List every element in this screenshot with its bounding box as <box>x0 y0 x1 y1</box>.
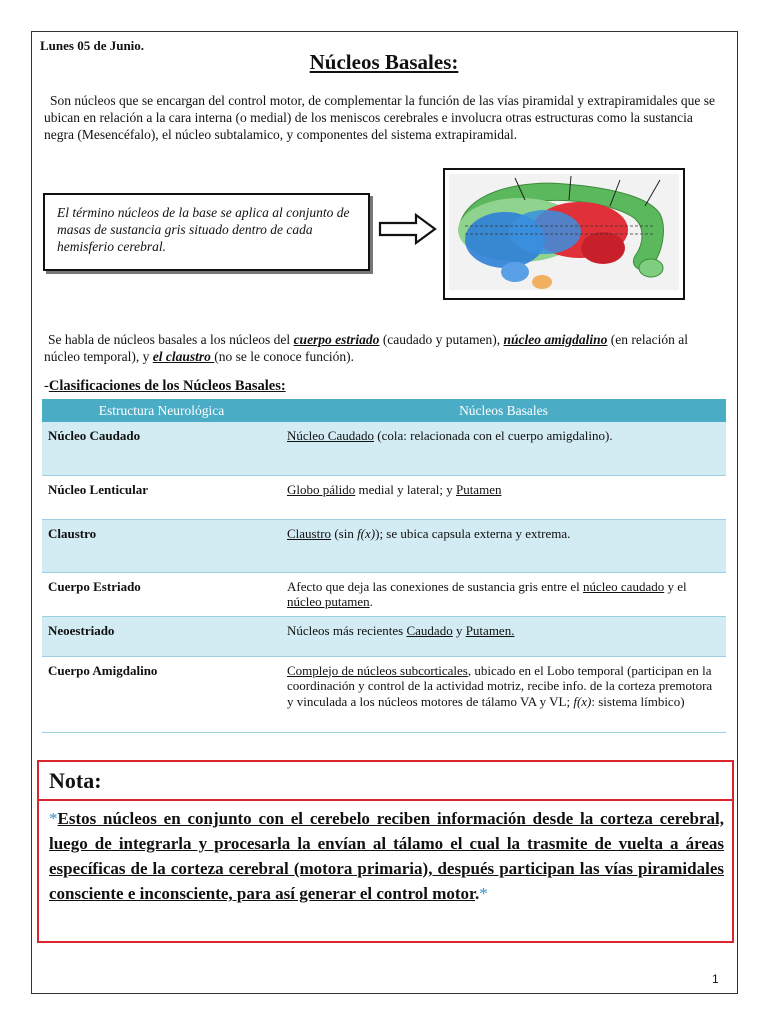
table-row: Claustro Claustro (sin f(x)); se ubica capsula externa y extrema. <box>42 519 726 572</box>
table-row: Neoestriado Núcleos más recientes Caudado y Putamen. <box>42 616 726 656</box>
note-box <box>37 760 734 943</box>
table-row: Cuerpo Estriado Afecto que deja las conexiones de sustancia gris entre el núcleo caudado y el núcleo putamen. <box>42 572 726 616</box>
page-number: 1 <box>712 972 719 986</box>
basal-nuclei-table <box>42 399 726 733</box>
definition-box: El término núcleos de la base se aplica al conjunto de masas de sustancia gris situado dentro de cada hemisferio cerebral. <box>43 193 370 271</box>
classification-heading: -Clasificaciones de los Núcleos Basales: <box>44 378 286 394</box>
right-arrow-icon <box>378 212 438 246</box>
table-header-row <box>42 399 726 422</box>
table-row: Núcleo Lenticular Globo pálido medial y lateral; y Putamen <box>42 475 726 519</box>
table-row: Núcleo Caudado Núcleo Caudado (cola: relacionada con el cuerpo amigdalino). <box>42 422 726 475</box>
basal-ganglia-illustration <box>443 168 685 300</box>
note-title: Nota: <box>49 768 102 793</box>
date: Lunes 05 de Junio. <box>40 38 145 53</box>
table-row: Cuerpo Amigdalino Complejo de núcleos subcorticales, ubicado en el Lobo temporal (participan en la coordinación y control de la actividad motriz, recibe info. de la corteza premotora y vinculada a los núcleos motores de tálamo VA y VL; f(x): sistema límbico) <box>42 656 726 732</box>
page-title: Núcleos Basales: <box>309 50 459 74</box>
table-header: Núcleos Basales <box>281 399 726 422</box>
note-divider <box>39 799 732 801</box>
basal-ganglia-image <box>445 170 683 298</box>
intro-paragraph: Son núcleos que se encargan del control motor, de complementar la función de las vías piramidal y extrapiramidales que se ubican en relación a la cara interna (o medial) de los meniscos cerebrales e involucra otras estructuras como la sustancia negra (Mesencéfalo), el núcleo subtalamico, y componentes del sistema extrapiramidal. <box>44 93 715 142</box>
table-header: Estructura Neurológica <box>42 399 281 422</box>
basal-nuclei-paragraph: Se habla de núcleos basales a los núcleos del cuerpo estriado (caudado y putamen), núcleo amigdalino (en relación al núcleo temporal), y el claustro (no se le conoce función). <box>44 332 688 364</box>
note-body: *Estos núcleos en conjunto con el cerebelo reciben información desde la corteza cerebral, luego de integrarla y procesarla la envían al tálamo el cual la trasmite de vuelta a áreas específicas de la corteza cerebral (motora primaria), después participan las vías piramidales consciente e inconsciente, para así generar el control motor.* <box>49 809 724 903</box>
